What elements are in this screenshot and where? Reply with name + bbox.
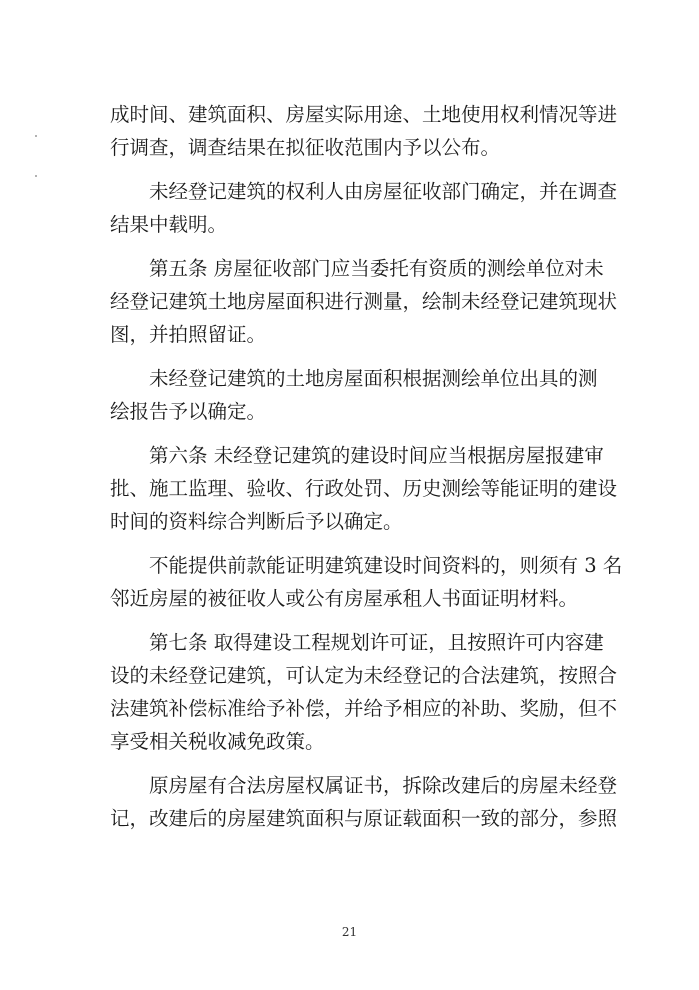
text-line: 第七条 取得建设工程规划许可证，且按照许可内容建: [149, 631, 604, 654]
paragraph-gap: [110, 615, 595, 626]
text-line: 图，并拍照留证。: [110, 323, 267, 346]
text-line: 经登记建筑土地房屋面积进行测量，绘制未经登记建筑现状: [110, 290, 618, 313]
text-line: 结果中载明。: [110, 213, 228, 236]
text-line: 法建筑补偿标准给予补偿，并给予相应的补助、奖励，但不: [110, 697, 618, 720]
text-line: 未经登记建筑的权利人由房屋征收部门确定，并在调查: [149, 180, 618, 203]
paragraph: [110, 98, 618, 164]
page-number: 21: [341, 925, 358, 939]
text-line: 成时间、建筑面积、房屋实际用途、土地使用权利情况等进: [110, 103, 618, 126]
text-line: 设的未经登记建筑，可认定为未经登记的合法建筑，按照合: [110, 664, 618, 687]
paragraph: [110, 549, 623, 615]
paragraph: [110, 175, 618, 241]
paragraph-gap: [110, 164, 595, 175]
text-line: 享受相关税收减免政策。: [110, 730, 325, 753]
text-line: 原房屋有合法房屋权属证书，拆除改建后的房屋未经登: [149, 774, 618, 797]
paragraph: [110, 769, 618, 835]
text-line: 时间的资料综合判断后予以确定。: [110, 510, 403, 533]
text-line: 绘报告予以确定。: [110, 400, 267, 423]
scan-mark: [35, 135, 37, 137]
scan-mark: [35, 175, 37, 177]
document-body: [110, 98, 623, 835]
paragraph: [110, 626, 618, 758]
paragraph-gap: [110, 538, 595, 549]
text-line: 未经登记建筑的土地房屋面积根据测绘单位出具的测: [149, 367, 598, 390]
paragraph: [110, 439, 618, 538]
text-line: 不能提供前款能证明建筑建设时间资料的，则须有 3 名: [149, 554, 623, 577]
text-line: 记，改建后的房屋建筑面积与原证载面积一致的部分，参照: [110, 807, 618, 830]
text-line: 行调查，调查结果在拟征收范围内予以公布。: [110, 136, 501, 159]
paragraph: [110, 252, 618, 351]
text-line: 第六条 未经登记建筑的建设时间应当根据房屋报建审: [149, 444, 604, 467]
paragraph-gap: [110, 351, 595, 362]
paragraph-gap: [110, 758, 595, 769]
text-line: 第五条 房屋征收部门应当委托有资质的测绘单位对未: [149, 257, 604, 280]
paragraph-gap: [110, 241, 595, 252]
text-line: 邻近房屋的被征收人或公有房屋承租人书面证明材料。: [110, 587, 579, 610]
paragraph-gap: [110, 428, 595, 439]
text-line: 批、施工监理、验收、行政处罚、历史测绘等能证明的建设: [110, 477, 618, 500]
paragraph: [110, 362, 598, 428]
